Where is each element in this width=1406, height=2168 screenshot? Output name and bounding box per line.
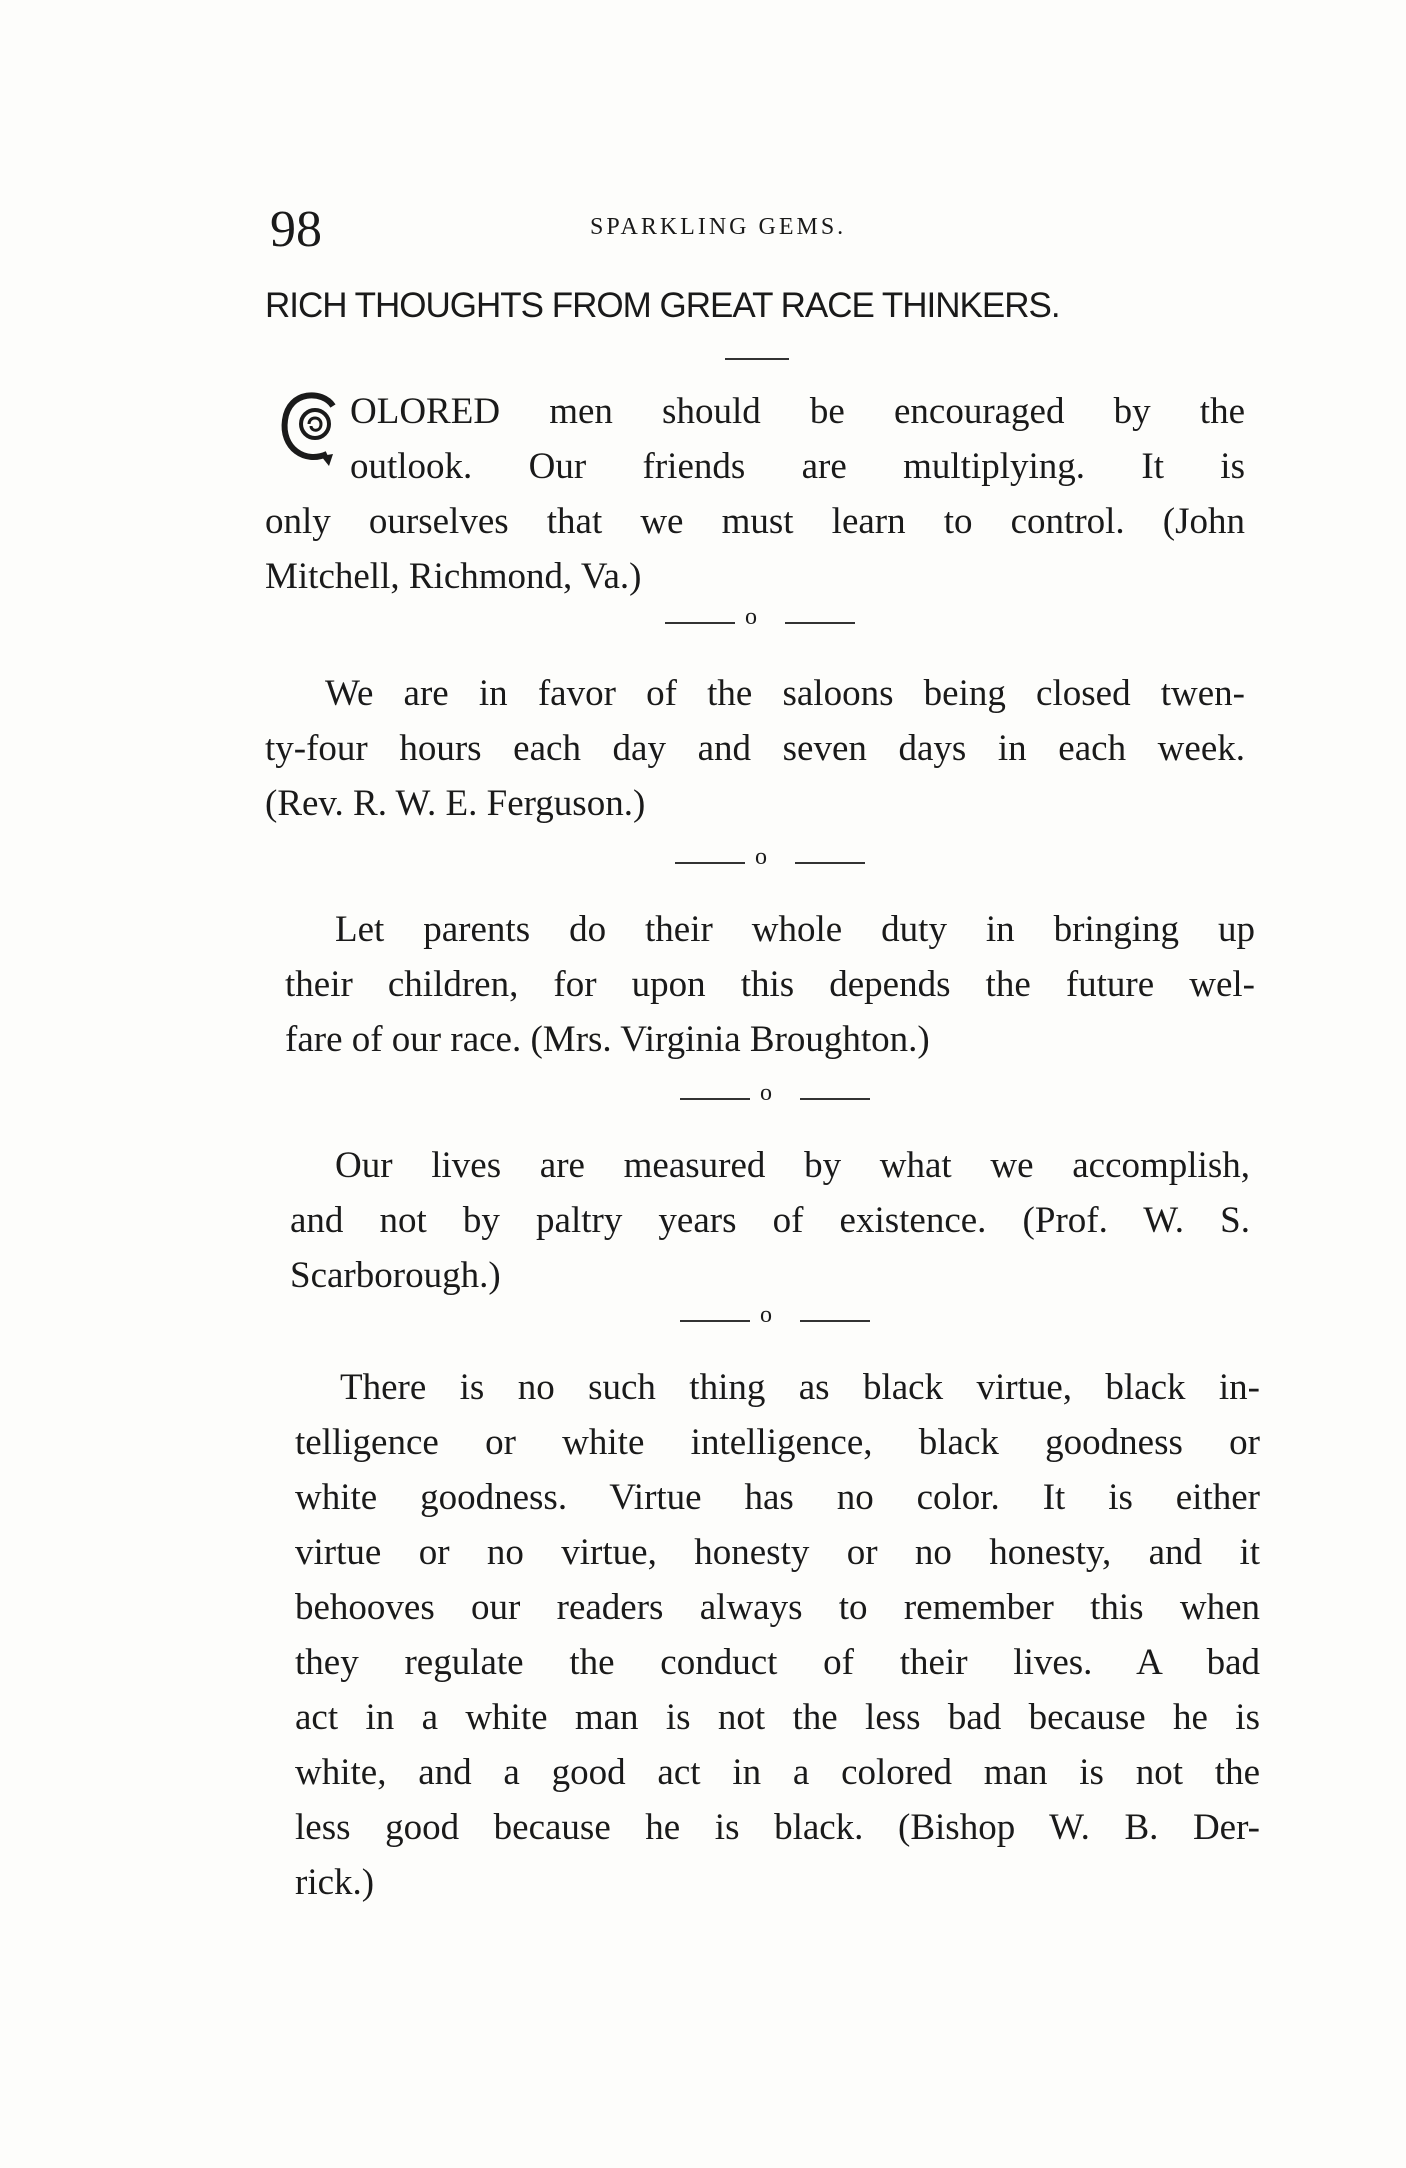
quote-line: their children, for upon this depends the future wel- [285,964,1255,1005]
quote-line: (Rev. R. W. E. Ferguson.) [265,783,646,824]
quote-line: they regulate the conduct of their lives. A bad [295,1642,1260,1683]
separator-mark: o [755,844,767,870]
quote-line: OLORED men should be encouraged by the [350,391,1245,432]
quote-line: act in a white man is not the less bad because he is [295,1697,1260,1738]
quote-line: less good because he is black. (Bishop W. B. Der- [295,1807,1260,1848]
separator [675,844,865,872]
quote-line: telligence or white intelligence, black goodness or [295,1422,1260,1463]
separator-mark: o [745,604,757,630]
quote-line: only ourselves that we must learn to control. (John [265,501,1245,542]
quote-line: behooves our readers always to remember this when [295,1587,1260,1628]
quote-line: Our lives are measured by what we accomplish, [335,1145,1250,1186]
page-number: 98 [270,201,322,258]
section-title: RICH THOUGHTS FROM GREAT RACE THINKERS. [265,286,1060,325]
separator-mark: o [760,1080,772,1106]
quote-line: There is no such thing as black virtue, black in- [340,1367,1260,1408]
quote-5 [295,1360,1260,1910]
separator [680,1302,870,1330]
separator [680,1080,870,1108]
page-header [270,200,1250,260]
quote-line: Scarborough.) [290,1255,501,1296]
quote-line: ty-four hours each day and seven days in each week. [265,728,1245,769]
quote-line: rick.) [295,1862,375,1903]
quote-line: We are in favor of the saloons being closed twen- [325,673,1245,714]
quote-line: Mitchell, Richmond, Va.) [265,556,642,597]
quote-2 [265,666,1245,831]
running-head: SPARKLING GEMS. [590,214,847,240]
quote-line: and not by paltry years of existence. (Prof. W. S. [290,1200,1250,1241]
quote-line: fare of our race. (Mrs. Virginia Broughton.) [285,1019,930,1060]
separator [665,604,855,632]
quote-line: virtue or no virtue, honesty or no honesty, and it [295,1532,1260,1573]
quote-line: white goodness. Virtue has no color. It is either [295,1477,1260,1518]
quote-3 [285,902,1255,1067]
quote-line: Let parents do their whole duty in bringing up [335,909,1255,950]
quote-1 [265,384,1245,604]
quote-line: outlook. Our friends are multiplying. It is [350,446,1245,487]
quote-line: white, and a good act in a colored man is not the [295,1752,1260,1793]
separator-mark: o [760,1302,772,1328]
quote-4 [290,1138,1250,1303]
title-rule [725,358,789,360]
